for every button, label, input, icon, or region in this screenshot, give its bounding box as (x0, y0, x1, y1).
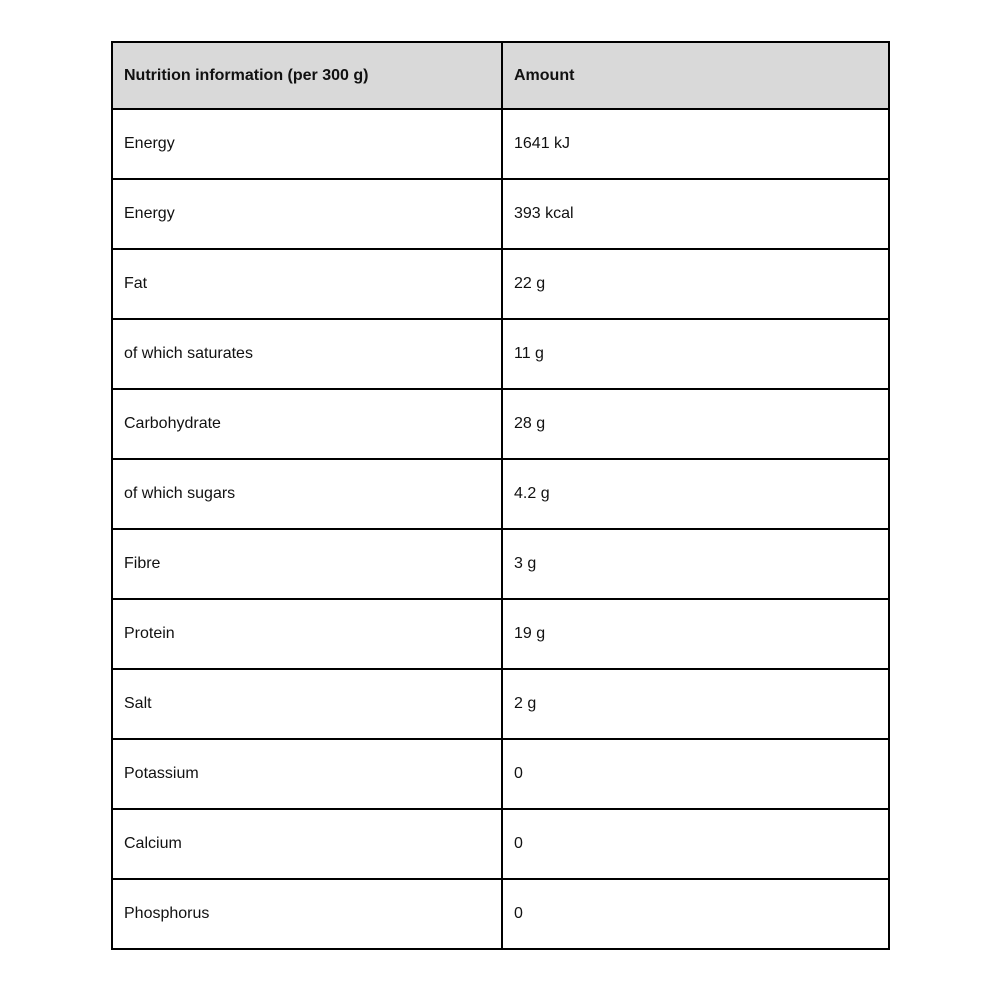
nutrient-label: Potassium (112, 739, 502, 809)
nutrient-value: 28 g (502, 389, 889, 459)
nutrient-value: 2 g (502, 669, 889, 739)
nutrient-label: Energy (112, 179, 502, 249)
table-row-fibre (112, 529, 889, 599)
nutrient-label: Calcium (112, 809, 502, 879)
table-row-carbohydrate (112, 389, 889, 459)
nutrient-value: 393 kcal (502, 179, 889, 249)
nutrient-label: Energy (112, 109, 502, 179)
nutrient-value: 0 (502, 879, 889, 949)
table-row-sugars (112, 459, 889, 529)
nutrient-label: Phosphorus (112, 879, 502, 949)
nutrient-label: of which sugars (112, 459, 502, 529)
table-row-salt (112, 669, 889, 739)
table-row-potassium (112, 739, 889, 809)
nutrient-value: 0 (502, 739, 889, 809)
nutrient-value: 22 g (502, 249, 889, 319)
table-row-calcium (112, 809, 889, 879)
nutrient-label: of which saturates (112, 319, 502, 389)
table-row-protein (112, 599, 889, 669)
nutrient-value: 4.2 g (502, 459, 889, 529)
table-row-fat (112, 249, 889, 319)
table-row-energy-kj (112, 109, 889, 179)
nutrient-label: Carbohydrate (112, 389, 502, 459)
table-row-energy-kcal (112, 179, 889, 249)
nutrient-value: 1641 kJ (502, 109, 889, 179)
nutrition-table (111, 41, 890, 950)
nutrient-label: Salt (112, 669, 502, 739)
nutrient-value: 3 g (502, 529, 889, 599)
nutrient-value: 11 g (502, 319, 889, 389)
header-nutrition-info: Nutrition information (per 300 g) (112, 42, 502, 109)
table-row-phosphorus (112, 879, 889, 949)
nutrient-label: Fat (112, 249, 502, 319)
header-amount: Amount (502, 42, 889, 109)
table-header-row (112, 42, 889, 109)
table-row-saturates (112, 319, 889, 389)
nutrient-value: 19 g (502, 599, 889, 669)
nutrient-value: 0 (502, 809, 889, 879)
nutrient-label: Fibre (112, 529, 502, 599)
nutrient-label: Protein (112, 599, 502, 669)
